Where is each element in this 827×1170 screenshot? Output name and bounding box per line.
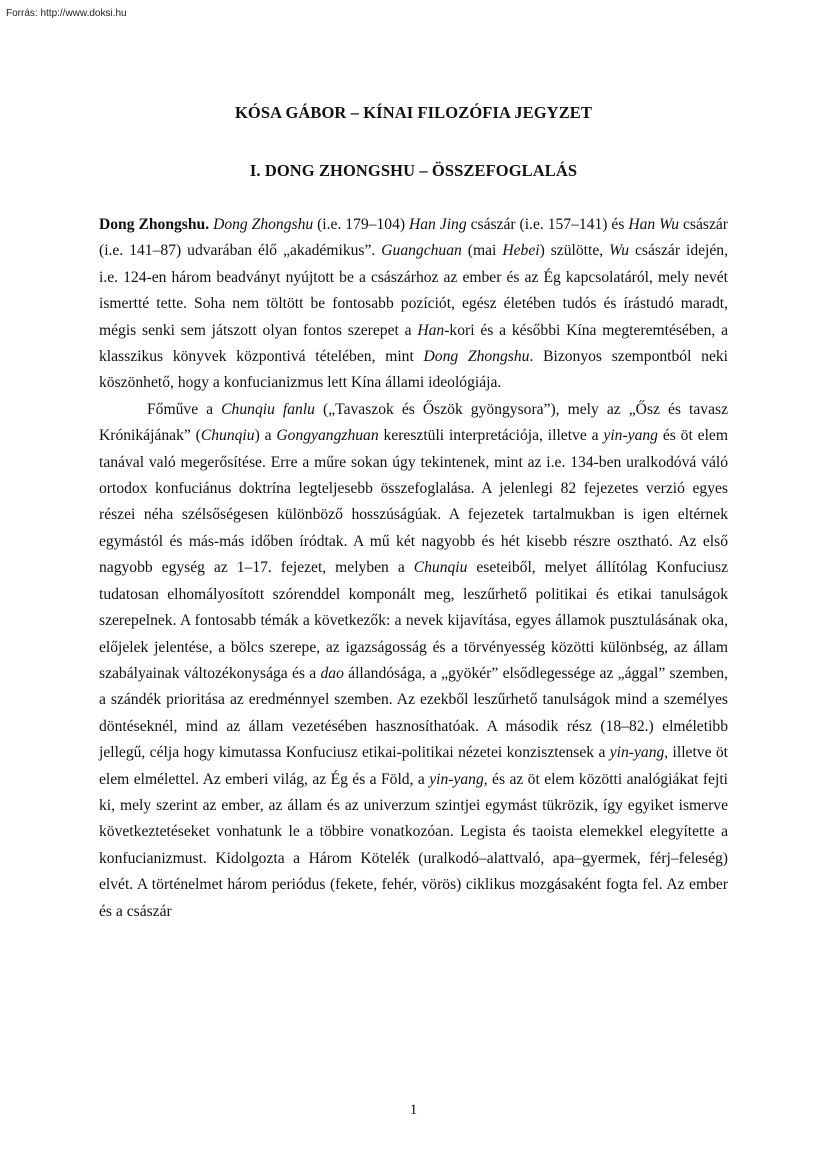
italic-term: Guangchuan: [381, 242, 462, 260]
italic-term: Hebei: [502, 242, 540, 260]
body-text: [99, 212, 728, 925]
italic-term: Dong Zhongshu: [423, 348, 530, 366]
text-run: („Tavaszok és Őszök gyöngysora”), mely az „Ősz és tavasz Krónikájának” (: [99, 400, 728, 445]
italic-term: Han: [417, 321, 445, 339]
text-run: eseteiből, melyet állítólag Konfuciusz tudatosan elhomályosított szórenddel komponált meg, leszűrhető politikai és etikai tanulságok szerepelnek. A fontosabb témák a következők: a nevek kijavítása, egyes államok pusztulásának oka, előjelek jelentése, a bölcs szerepe, az igazságosság és a törvényesség közötti különbség, az állam szabályainak változékonysága és a: [99, 559, 728, 682]
text-run: ) szülötte,: [539, 242, 610, 260]
text-run: Főműve a: [147, 400, 222, 418]
paragraph: [99, 212, 728, 397]
text-run: ) a: [254, 427, 277, 445]
page-number: 1: [409, 1102, 418, 1118]
text-run: (mai: [461, 242, 503, 260]
italic-term: Dong Zhongshu: [213, 216, 314, 233]
italic-term: Han Wu: [628, 216, 680, 233]
bold-text: Dong Zhongshu.: [99, 216, 210, 233]
document-title: KÓSA GÁBOR – KÍNAI FILOZÓFIA JEGYZET: [234, 103, 593, 122]
text-run: állandósága, a „gyökér” elsődlegessége az „ággal” szemben, a szándék prioritása az eredménnyel szemben. Az ezekből leszűrhető tanulságok mind a személyes döntéseknél, mind az állam vezetésében hasznosíthatóak. A második rész (18–82.) elméletibb jellegű, célja hogy kimutassa Konfuciusz etikai-politikai nézetei konzisztensek a: [99, 664, 728, 762]
italic-term: Chunqiu: [413, 559, 468, 577]
italic-term: Han Jing: [409, 216, 467, 233]
source-label: Forrás: http://www.doksi.hu: [6, 8, 127, 19]
text-run: császár (i.e. 141–87) udvarában élő „akadémikus”.: [99, 216, 728, 260]
text-run: keresztüli interpretációja, illetve a: [378, 427, 604, 445]
italic-term: Wu: [609, 242, 630, 260]
text-run: (i.e. 179–104): [313, 216, 409, 233]
italic-term: yin-yang: [603, 427, 658, 445]
italic-term: Chunqiu fanlu: [221, 400, 315, 418]
italic-term: dao: [320, 664, 344, 682]
text-run: -kori és a későbbi Kína megteremtésében, a klasszikus könyvek központivá tételében, mint: [99, 321, 728, 366]
italic-term: yin-yang: [609, 744, 665, 762]
text-run: császár idején, i.e. 124-en három beadványt nyújtott be a császárhoz az ember és az Ég kapcsolatáról, mely nevét ismertté tette. Soha nem töltött be fontosabb pozíciót, egész életében tudós és írástudó maradt, mégis senki sem játszott olyan fontos szerepet a: [99, 242, 728, 339]
text-run: császár (i.e. 157–141) és: [466, 216, 629, 233]
text-run: , és az öt elem közötti analógiákat fejti ki, mely szerint az ember, az állam és az univerzum szintjei egymást tükrözik, így egyiket ismerve következtetéseket vonhatunk le a többire vonatkozóan. Legista és taoista elemekkel elegyítette a konfucianizmust. Kidolgozta a Három Kötelék (uralkodó–alattvaló, apa–gyermek, férj–feleség) elvét. A történelmet három periódus (fekete, fehér, vörös) ciklikus mozgásaként fogta fel. Az ember és a császár: [99, 770, 728, 920]
text-run: , illetve öt elem elmélettel. Az emberi világ, az Ég és a Föld, a: [99, 744, 728, 788]
paragraph: [99, 397, 728, 925]
italic-term: Chunqiu: [200, 427, 255, 445]
text-run: és öt elem tanával való megerősítése. Erre a műre sokan úgy tekintenek, mint az i.e. 134-ben uralkodóvá váló ortodox konfuciánus doktrína legteljesebb összefoglalása. A jelenlegi 82 fejezetes verzió egyes részei néha szélsőségesen különböző hosszúságúak. A fejezetek tartalmukban is igen eltérnek egymástól és más-más időben íródtak. A mű két nagyobb és hét kisebb részre osztható. Az első nagyobb egység az 1–17. fejezet, melyben a: [99, 427, 728, 577]
text-run: . Bizonyos szempontból neki köszönhető, hogy a konfucianizmus lett Kína állami ideológiája.: [99, 348, 728, 392]
section-title: I. DONG ZHONGSHU – ÖSSZEFOGLALÁS: [249, 161, 578, 180]
italic-term: Gongyangzhuan: [276, 427, 379, 445]
italic-term: yin-yang: [429, 770, 484, 788]
